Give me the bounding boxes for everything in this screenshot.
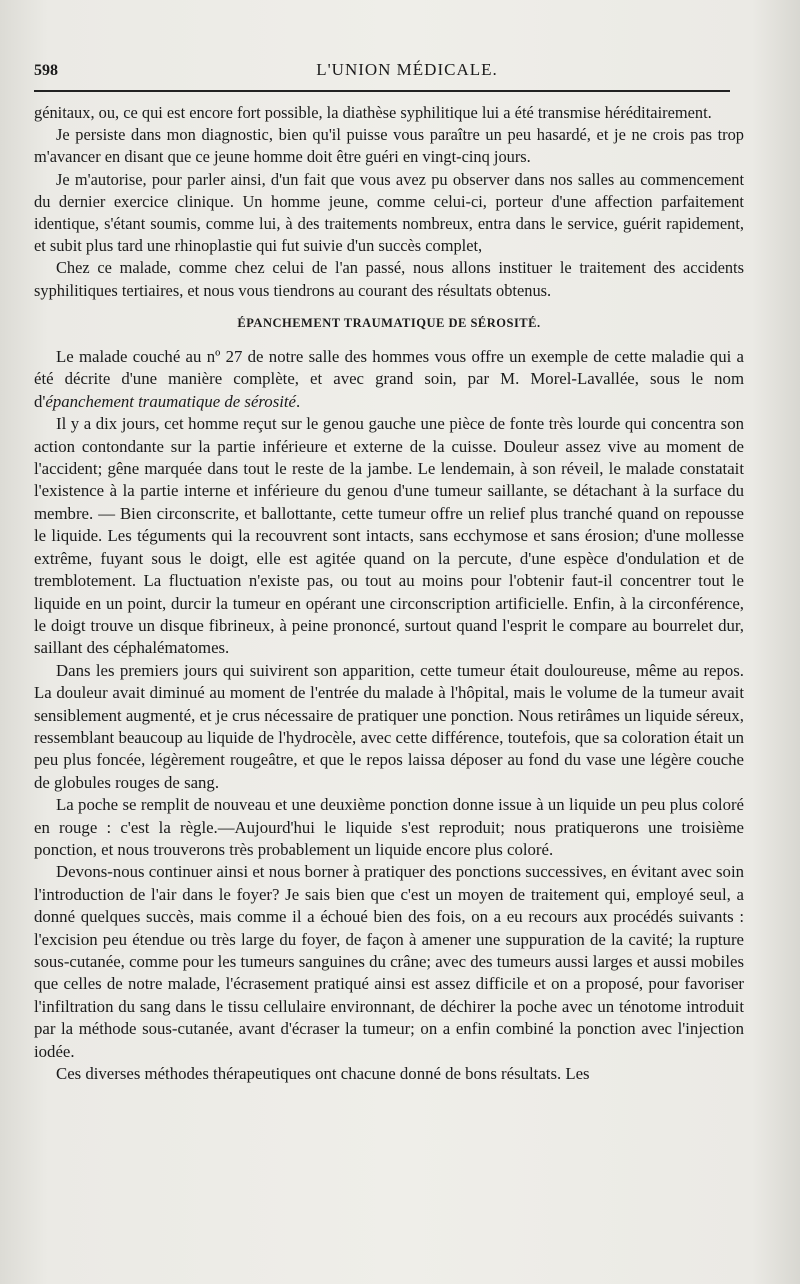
- case-intro-text: Le malade couché au nº 27 de notre salle des hommes vous offre un exemple de cette maladie qui a été décrite d'une manière complète, et avec grand soin, par M. Morel-Lavallée, sous le nom d': [34, 347, 744, 411]
- paragraph-precedent: Je m'autorise, pour parler ainsi, d'un fait que vous avez pu observer dans nos salles au commencement du dernier exercice clinique. Un homme jeune, comme celui-ci, porteur d'une affection parfaitement identique, s'étant soumis, comme lui, à des traitements nombreux, entra dans le service, guérit rapidement, et subit plus tard une rhinoplastie qui fut suivie d'un succès complet,: [34, 169, 744, 256]
- paragraph-results: Ces diverses méthodes thérapeutiques ont chacune donné de bons résultats. Les: [56, 1064, 590, 1084]
- paragraph-methods: Devons-nous continuer ainsi et nous borner à pratiquer des ponctions successives, en évitant avec soin l'introduction de l'air dans le foyer? Je sais bien que c'est un moyen de traitement qui, employé seul, a donné quelques succès, mais comme il a échoué bien des fois, on a eu recours aux procédés suivants : l'excision peu étendue ou très large du foyer, de façon à amener une suppuration de la cavité; la rupture sous-cutanée, comme pour les tumeurs sanguines du crâne; avec des tumeurs aussi larges et aussi mobiles que celles de notre malade, l'écrasement pratiqué ainsi est assez difficile et on a proposé, pour favoriser l'infiltration du sang dans le tissu cellulaire environnant, de déchirer la poche avec un ténotome introduit par la méthode sous-cutanée, avant d'écraser la tumeur; on a enfin combiné la ponction avec l'injection iodée.: [34, 862, 744, 1061]
- section-heading: ÉPANCHEMENT TRAUMATIQUE DE SÉROSITÉ.: [237, 315, 541, 330]
- header-rule: [34, 90, 730, 92]
- article-body: [34, 102, 744, 1085]
- paragraph-second-puncture: La poche se remplit de nouveau et une deuxième ponction donne issue à un liquide un peu plus coloré en rouge : c'est la règle.—Aujourd'hui le liquide s'est reproduit; nous pratiquerons une troisième ponction, et nous trouverons très probablement un liquide encore plus coloré.: [34, 795, 744, 859]
- page-number: 598: [34, 62, 58, 79]
- journal-title: L'UNION MÉDICALE.: [316, 60, 498, 79]
- paragraph-treatment-plan: Chez ce malade, comme chez celui de l'an passé, nous allons instituer le traitement des accidents syphilitiques tertiaires, et nous vous tiendrons au courant des résultats obtenus.: [34, 258, 744, 300]
- paragraph-diagnosis: Je persiste dans mon diagnostic, bien qu'il puisse vous paraître un peu hasardé, et je ne crois pas trop m'avancer en disant que ce jeune homme doit être guéri en vingt-cinq jours.: [34, 125, 744, 167]
- running-head: [34, 56, 780, 86]
- case-intro-italic-term: épanchement traumatique de sérosité: [45, 391, 296, 411]
- paragraph-evolution: Dans les premiers jours qui suivirent son apparition, cette tumeur était douloureuse, même au repos. La douleur avait diminué au moment de l'entrée du malade à l'hôpital, mais le volume de la tumeur avait sensiblement augmenté, et je crus nécessaire de pratiquer une ponction. Nous retirâmes un liquide séreux, ressemblant beaucoup au liquide de l'hydrocèle, avec cette différence, toutefois, que sa coloration était un peu plus foncée, légèrement rougeâtre, et que le repos laissa déposer au fond du vase une légère couche de globules rouges de sang.: [34, 660, 744, 792]
- paragraph-case-intro: [34, 346, 744, 413]
- case-intro-end: .: [296, 391, 301, 411]
- paragraph-case-history: Il y a dix jours, cet homme reçut sur le genou gauche une pièce de fonte très lourde qui concentra son action contondante sur la partie inférieure et externe de la cuisse. Douleur assez vive au moment de l'accident; gêne marquée dans tout le reste de la jambe. Le lendemain, à son réveil, le malade constatait l'existence à la partie interne et inférieure du genou d'une tumeur saillante, se détachant à la surface du membre. — Bien circonscrite, et ballottante, cette tumeur offre un relief plus tranché quand on repousse le liquide. Les téguments qui la recouvrent sont intacts, sans ecchymose et sans érosion; d'une mollesse extrême, fuyant sous le doigt, elle est agitée quand on la percute, d'une espèce d'ondulation et de tremblotement. La fluctuation n'existe pas, ou tout au moins pour l'obtenir faut-il concentrer tout le liquide en un point, durcir la tumeur en opérant une circonscription artificielle. Enfin, à la circonférence, le doigt trouve un disque fibrineux, à peine prononcé, surtout quand l'esprit le compare au bourrelet dur, saillant des céphalématomes.: [34, 414, 744, 658]
- paragraph-continuation: génitaux, ou, ce qui est encore fort possible, la diathèse syphilitique lui a été transmise héréditairement.: [34, 103, 712, 122]
